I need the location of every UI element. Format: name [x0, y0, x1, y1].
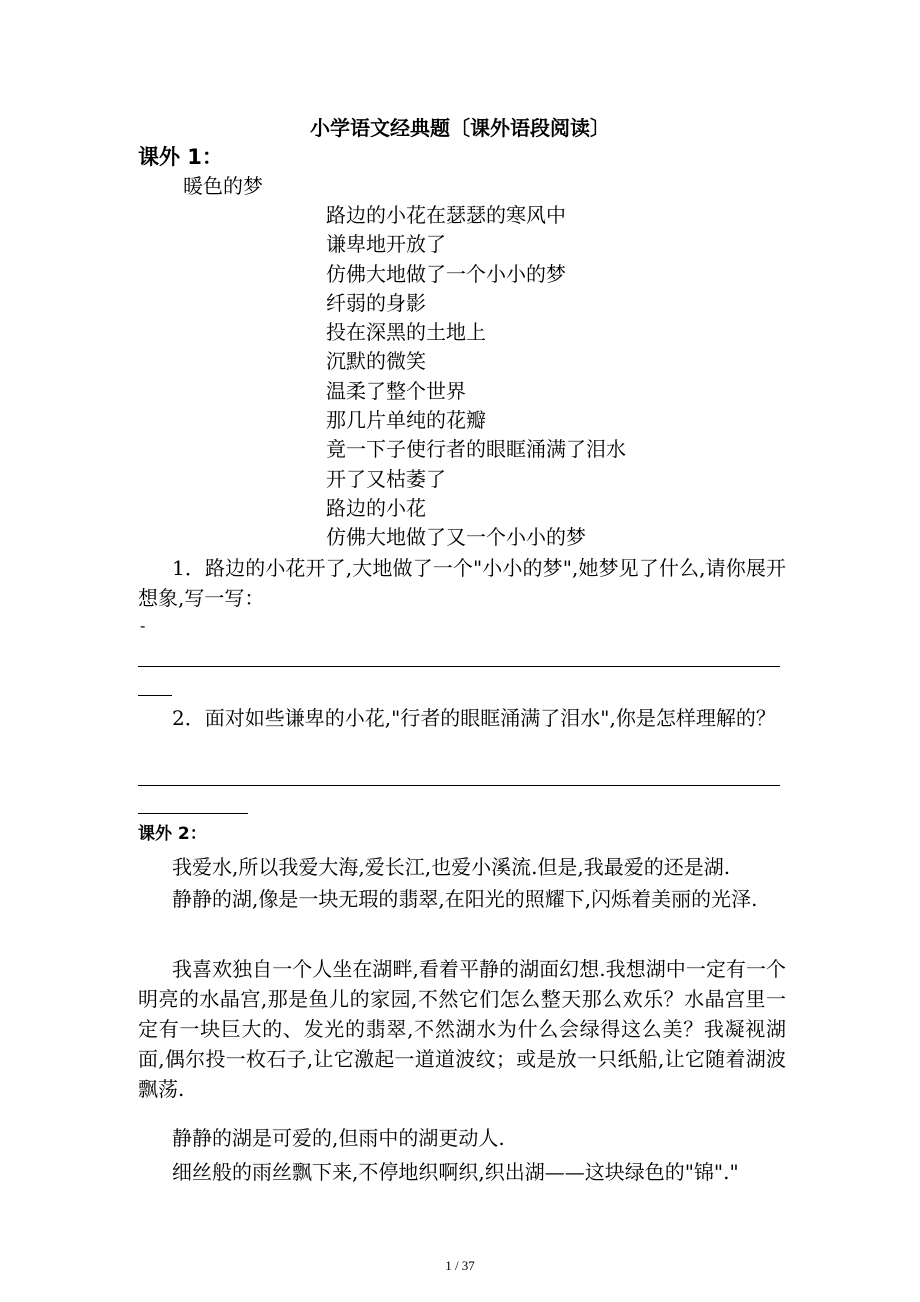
answer-line-2: [138, 785, 780, 786]
poem-line: 投在深黑的土地上: [326, 320, 486, 345]
passage-paragraph: 细丝般的雨丝飘下来,不停地织啊织,织出湖——这块绿色的"锦".": [172, 1160, 739, 1184]
poem-line: 路边的小花: [326, 495, 426, 520]
poem-line: 路边的小花在瑟瑟的寒风中: [326, 203, 566, 227]
answer-dash: -: [140, 616, 146, 635]
poem-body: [326, 201, 626, 553]
passage-paragraph: 我爱水,所以我爱大海,爱长江,也爱小溪流.但是,我最爱的还是湖.: [172, 855, 731, 879]
poem-line: 谦卑地开放了: [326, 232, 446, 257]
passage-paragraph: 静静的湖,像是一块无瑕的翡翠,在阳光的照耀下,闪烁着美丽的光泽.: [172, 887, 758, 911]
document-title: 小学语文经典题〔课外语段阅读〕: [310, 116, 610, 140]
poem-line: 温柔了整个世界: [326, 378, 466, 403]
poem-line: 仿佛大地做了一个小小的梦: [326, 261, 566, 286]
answer-line-1: [138, 666, 780, 667]
passage-paragraph: 我喜欢独自一个人坐在湖畔,看着平静的湖面幻想.我想湖中一定有一个明亮的水晶宫,那是鱼儿的家园,不然它们怎么整天那么欢乐？水晶宫里一定有一块巨大的、发光的翡翠,不然湖水为什么会绿得这么美？我凝视湖面,偶尔投一枚石子,让它激起一道道波纹；或是放一只纸船,让它随着湖波飘荡.: [138, 957, 786, 1101]
answer-line-2-continued: [138, 813, 248, 814]
poem-title: 暖色的梦: [183, 174, 263, 198]
section1-heading: 课外 1：: [138, 145, 223, 169]
poem-line: 开了又枯萎了: [326, 466, 446, 491]
answer-line-1-continued: [138, 695, 172, 696]
question-2: 2．面对如些谦卑的小花,"行者的眼眶涌满了泪水",你是怎样理解的？: [172, 706, 776, 730]
page-number: 1 / 37: [445, 1258, 475, 1273]
section2-heading: 课外 2：: [138, 824, 207, 844]
question-1: 1．路边的小花开了,大地做了一个"小小的梦",她梦见了什么,请你展开想象,写一写：: [138, 556, 786, 610]
poem-line: 竟一下子使行者的眼眶涌满了泪水: [326, 437, 626, 462]
poem-line: 仿佛大地做了又一个小小的梦: [326, 525, 586, 550]
passage-paragraph: 静静的湖是可爱的,但雨中的湖更动人.: [172, 1126, 505, 1150]
poem-line: 纤弱的身影: [326, 290, 426, 315]
poem-line: 沉默的微笑: [326, 349, 426, 374]
poem-line: 那几片单纯的花瓣: [326, 408, 486, 433]
